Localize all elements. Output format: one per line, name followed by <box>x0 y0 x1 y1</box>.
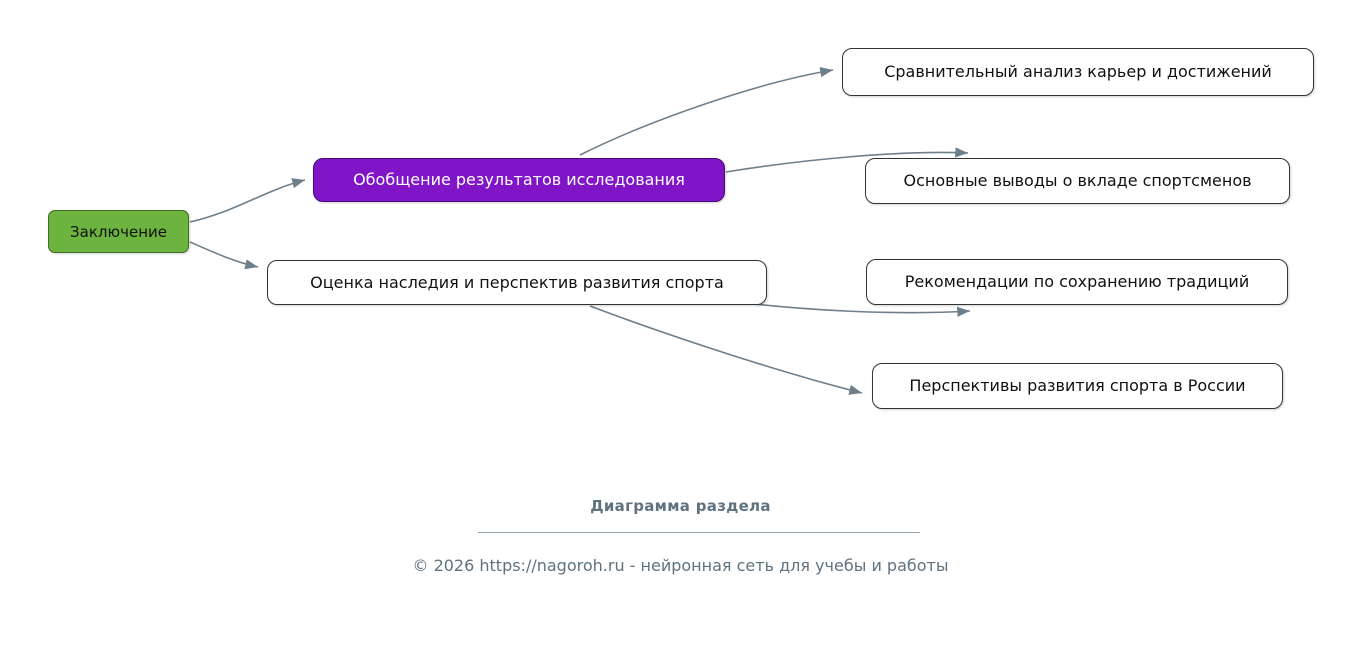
node-label: Основные выводы о вкладе спортсменов <box>903 171 1252 191</box>
node-root[interactable] <box>48 210 189 253</box>
node-label: Оценка наследия и перспектив развития спорта <box>310 272 724 292</box>
node-branch-summary[interactable] <box>313 158 725 202</box>
node-branch-legacy[interactable] <box>267 260 767 305</box>
node-label: Заключение <box>70 222 167 241</box>
diagram-caption: Диаграмма раздела <box>590 497 771 515</box>
node-leaf-main-conclusions[interactable] <box>865 158 1290 204</box>
footer-divider <box>478 532 920 533</box>
node-leaf-comparative-analysis[interactable] <box>842 48 1314 96</box>
node-label: Сравнительный анализ карьер и достижений <box>884 62 1272 82</box>
node-leaf-recommendations[interactable] <box>866 259 1288 305</box>
edge-b1-to-l1 <box>580 70 833 155</box>
edge-b2-to-l4 <box>590 306 862 393</box>
node-leaf-prospects[interactable] <box>872 363 1283 409</box>
node-label: Перспективы развития спорта в России <box>909 376 1246 396</box>
footer-credit: © 2026 https://nagoroh.ru - нейронная сеть для учебы и работы <box>412 556 949 575</box>
node-label: Обобщение результатов исследования <box>353 170 685 190</box>
edge-root-to-b2 <box>190 242 258 267</box>
edge-root-to-b1 <box>190 180 305 222</box>
node-label: Рекомендации по сохранению традиций <box>904 272 1250 292</box>
